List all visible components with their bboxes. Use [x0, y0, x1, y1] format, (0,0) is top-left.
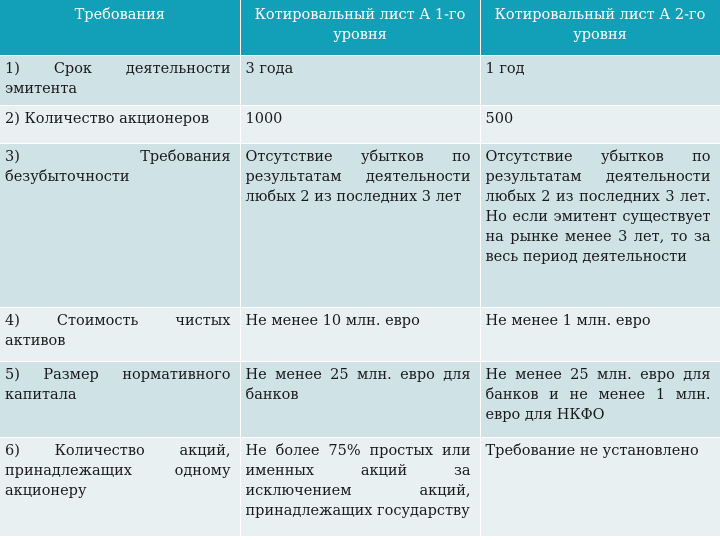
table-row: [0, 308, 720, 362]
header-level-1: Котировальный лист А 1-го уровня: [240, 0, 480, 56]
level-2-cell: Не менее 25 млн. евро для банков и не менее 1 млн. евро для НКФО: [480, 362, 720, 438]
level-1-cell: 3 года: [240, 56, 480, 106]
table-row: [0, 144, 720, 308]
requirement-cell: 5) Размер нормативного капитала: [0, 362, 240, 438]
header-requirements: Требования: [0, 0, 240, 56]
requirement-cell: 6) Количество акций, принадлежащих одному акционеру: [0, 438, 240, 536]
table-row: [0, 106, 720, 144]
table-row: [0, 362, 720, 438]
level-1-cell: Отсутствие убытков по результатам деятельности любых 2 из последних 3 лет: [240, 144, 480, 308]
requirement-cell: 2) Количество акционеров: [0, 106, 240, 144]
requirement-cell: 3) Требования безубыточности: [0, 144, 240, 308]
header-level-2: Котировальный лист А 2-го уровня: [480, 0, 720, 56]
requirement-cell: 4) Стоимость чистых активов: [0, 308, 240, 362]
level-1-cell: 1000: [240, 106, 480, 144]
level-2-cell: Отсутствие убытков по результатам деятельности любых 2 из последних 3 лет. Но если эмитент существует на рынке менее 3 лет, то за весь период деятельности: [480, 144, 720, 308]
level-2-cell: 1 год: [480, 56, 720, 106]
level-1-cell: Не менее 10 млн. евро: [240, 308, 480, 362]
table-row: [0, 438, 720, 536]
level-1-cell: Не менее 25 млн. евро для банков: [240, 362, 480, 438]
table-row: [0, 56, 720, 106]
level-2-cell: Требование не установлено: [480, 438, 720, 536]
level-2-cell: Не менее 1 млн. евро: [480, 308, 720, 362]
header-row: [0, 0, 720, 56]
level-1-cell: Не более 75% простых или именных акций за исключением акций, принадлежащих государству: [240, 438, 480, 536]
requirement-cell: 1) Срок деятельности эмитента: [0, 56, 240, 106]
level-2-cell: 500: [480, 106, 720, 144]
